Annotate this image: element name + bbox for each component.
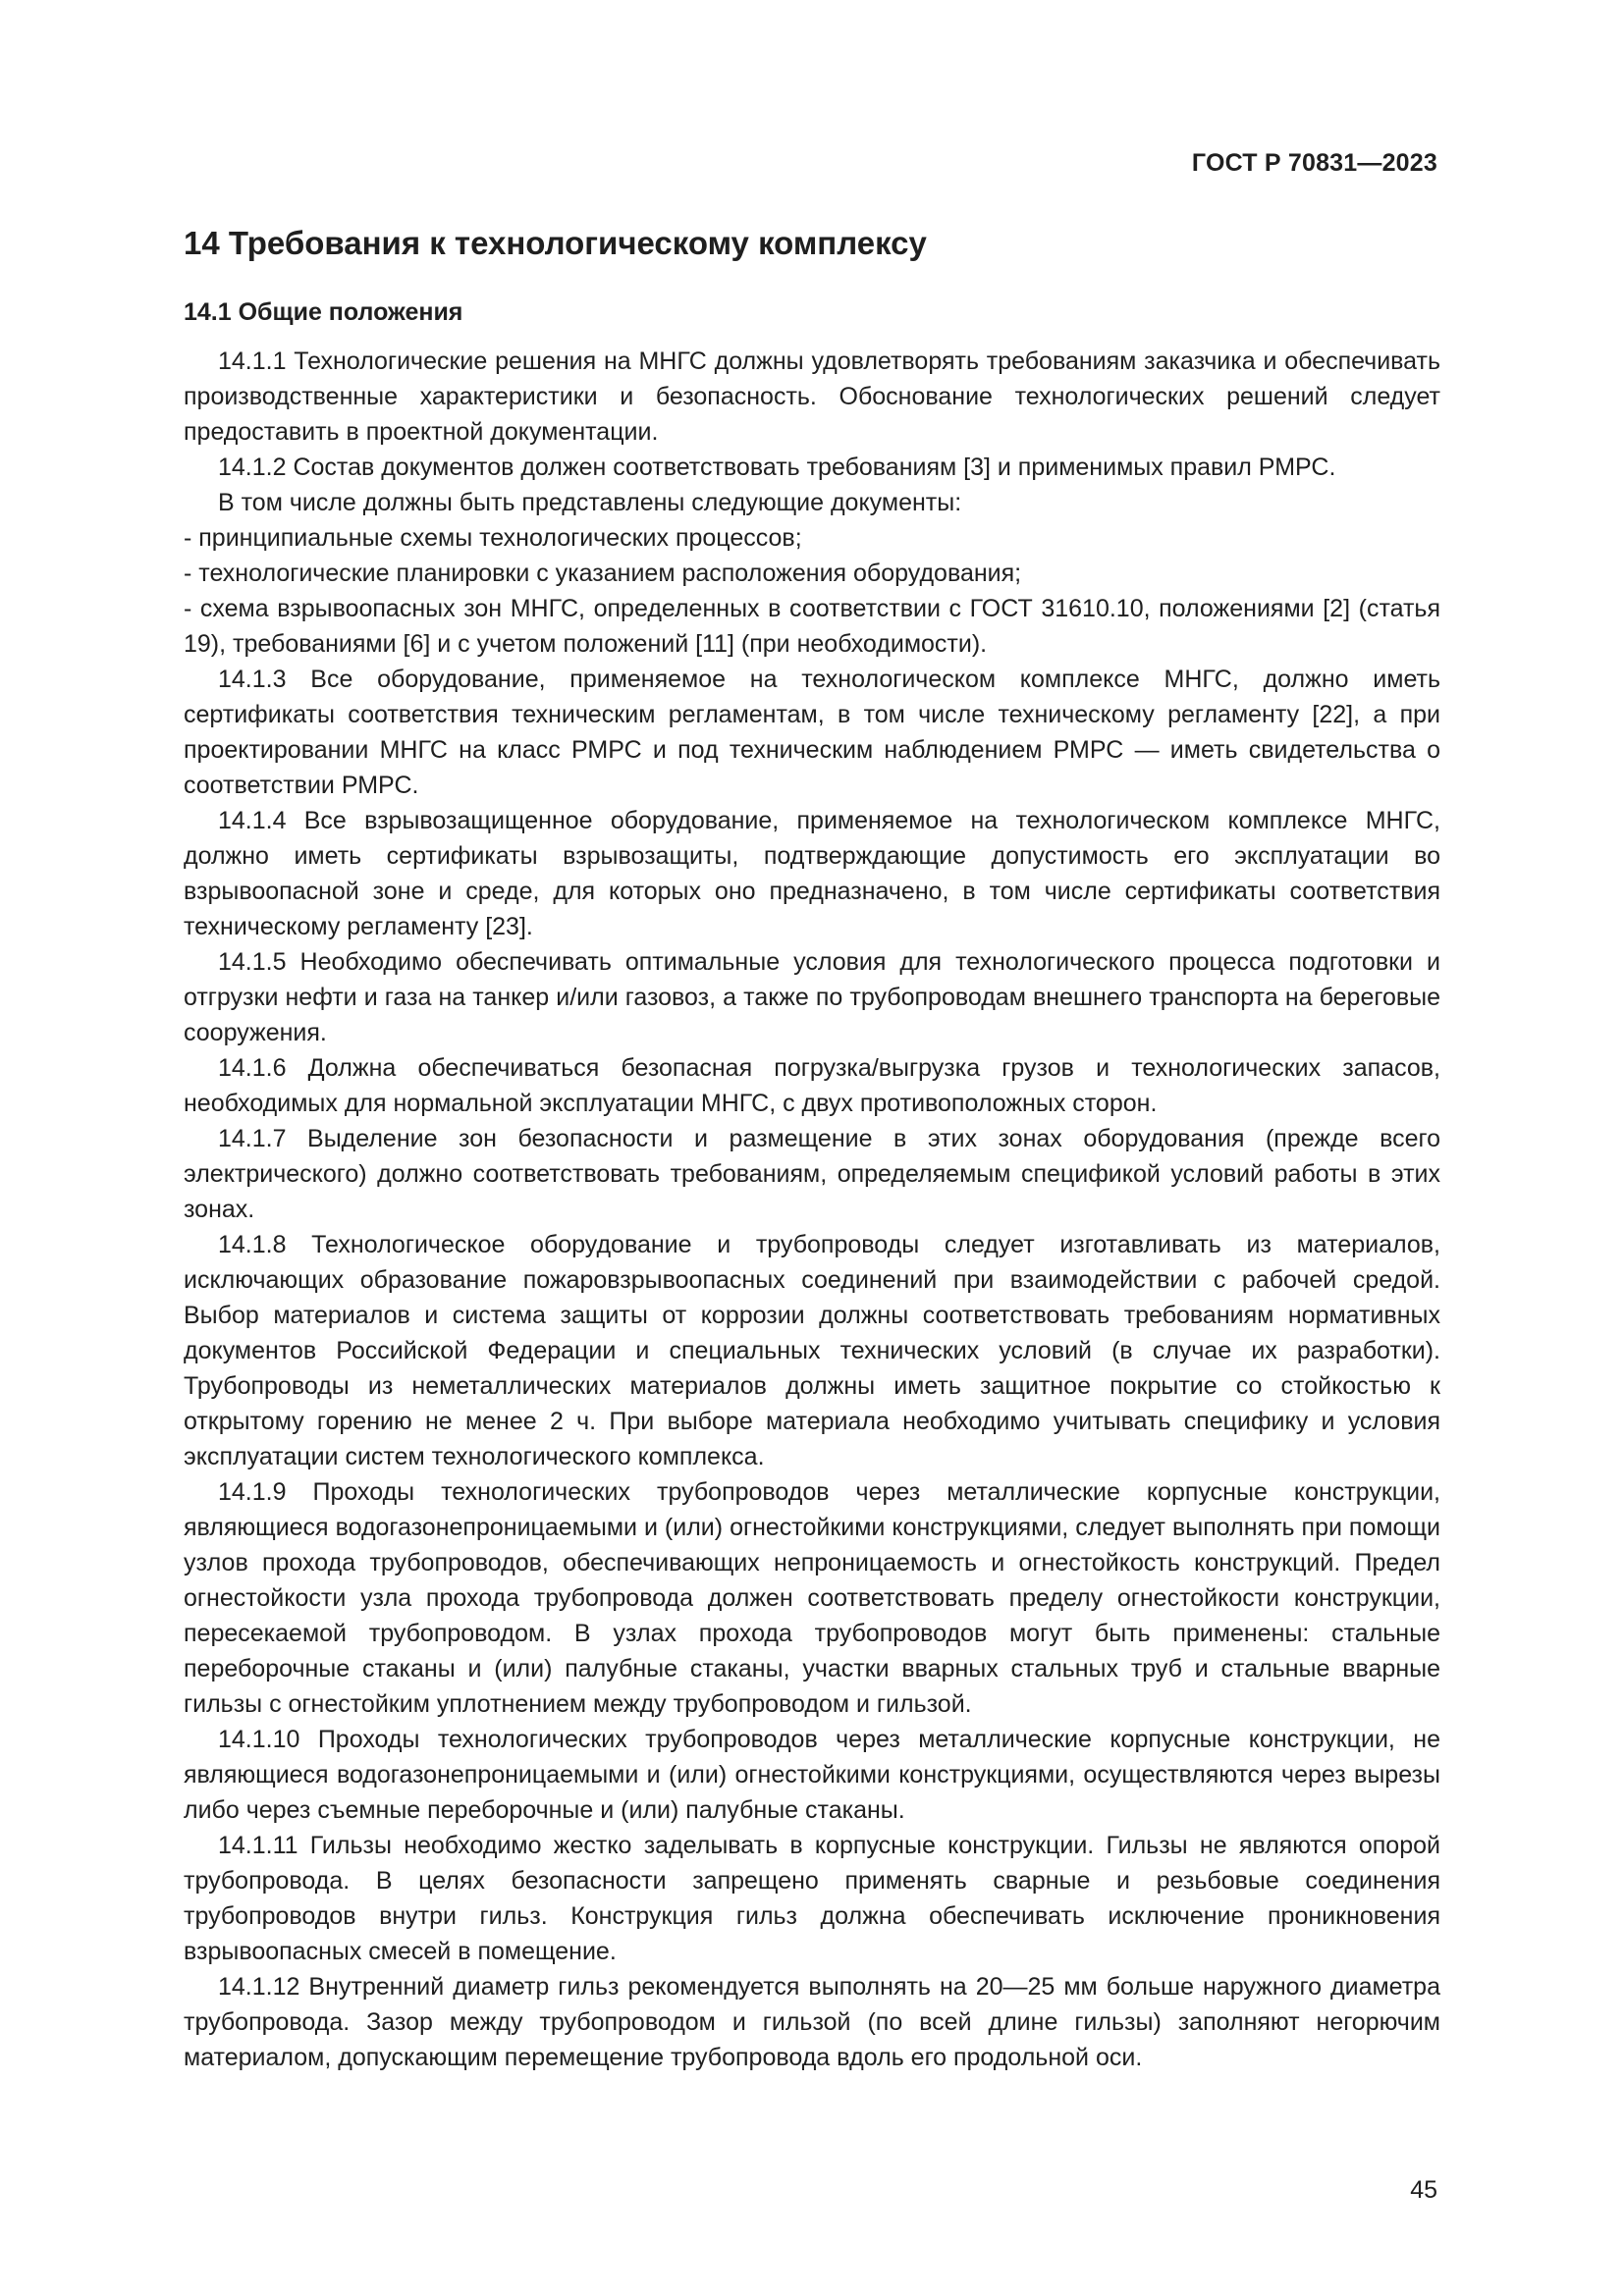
document-code-header: ГОСТ Р 70831—2023 xyxy=(1191,149,1437,177)
paragraph-14-1-1: 14.1.1 Технологические решения на МНГС должны удовлетворять требованиям заказчика и обеспечивать производственные характеристики и безопасность. Обоснование технологических решений следует предоставить в проектной документации. xyxy=(184,347,1440,446)
paragraph-14-1-10: 14.1.10 Проходы технологических трубопроводов через металлические корпусные конструкции, не являющиеся водогазонепроницаемыми и (или) огнестойкими конструкциями, осуществляются через вырезы либо через съемные переборочные и (или) палубные стаканы. xyxy=(184,1726,1440,1824)
paragraph-14-1-6: 14.1.6 Должна обеспечиваться безопасная погрузка/выгрузка грузов и технологических запасов, необходимых для нормальной эксплуатации МНГС, с двух противоположных сторон. xyxy=(184,1054,1440,1117)
paragraph-14-1-8: 14.1.8 Технологическое оборудование и трубопроводы следует изготавливать из материалов, исключающих образование пожаровзрывоопасных соединений при взаимодействии с рабочей средой. Выбор материалов и система защиты от коррозии должны соответствовать требованиям нормативных документов Российской Федерации и специальных технических условий (в случае их разработки). Трубопроводы из неметаллических материалов должны иметь защитное покрытие со стойкостью к открытому горению не менее 2 ч. При выборе материала необходимо учитывать специфику и условия эксплуатации систем технологического комплекса. xyxy=(184,1231,1440,1470)
list-item: - технологические планировки с указанием расположения оборудования; xyxy=(184,560,1022,587)
paragraph-14-1-2: 14.1.2 Состав документов должен соответствовать требованиям [3] и применимых правил РМРС. xyxy=(218,454,1336,481)
paragraph-14-1-7: 14.1.7 Выделение зон безопасности и размещение в этих зонах оборудования (прежде всего электрического) должно соответствовать требованиям, определяемым спецификой условий работы в этих зонах. xyxy=(184,1125,1440,1223)
page-content xyxy=(184,222,1440,2075)
paragraph-14-1-2-list-intro: В том числе должны быть представлены следующие документы: xyxy=(218,489,962,516)
paragraph-14-1-3: 14.1.3 Все оборудование, применяемое на технологическом комплексе МНГС, должно иметь сертификаты соответствия техническим регламентам, в том числе техническому регламенту [22], а при проектировании МНГС на класс РМРС и под техническим наблюдением РМРС — иметь свидетельства о соответствии РМРС. xyxy=(184,666,1440,799)
list-item: - схема взрывоопасных зон МНГС, определенных в соответствии с ГОСТ 31610.10, положениями [2] (статья 19), требованиями [6] и с учетом положений [11] (при необходимости). xyxy=(184,595,1440,658)
paragraph-14-1-9: 14.1.9 Проходы технологических трубопроводов через металлические корпусные конструкции, являющиеся водогазонепроницаемыми и (или) огнестойкими конструкциями, следует выполнять при помощи узлов прохода трубопроводов, обеспечивающих непроницаемость и огнестойкость конструкций. Предел огнестойкости узла прохода трубопровода должен соответствовать пределу огнестойкости конструкции, пересекаемой трубопроводом. В узлах прохода трубопроводов могут быть применены: стальные переборочные стаканы и (или) палубные стаканы, участки вварных стальных труб и стальные вварные гильзы с огнестойким уплотнением между трубопроводом и гильзой. xyxy=(184,1478,1440,1718)
subsection-title: 14.1 Общие положения xyxy=(184,298,463,326)
paragraph-14-1-5: 14.1.5 Необходимо обеспечивать оптимальные условия для технологического процесса подготовки и отгрузки нефти и газа на танкер и/или газовоз, а также по трубопроводам внешнего транспорта на береговые сооружения. xyxy=(184,948,1440,1046)
section-title: 14 Требования к технологическому комплексу xyxy=(184,225,927,261)
paragraph-14-1-4: 14.1.4 Все взрывозащищенное оборудование, применяемое на технологическом комплексе МНГС, должно иметь сертификаты взрывозащиты, подтверждающие допустимость его эксплуатации во взрывоопасной зоне и среде, для которых оно предназначено, в том числе сертификаты соответствия техническому регламенту [23]. xyxy=(184,807,1440,940)
document-list xyxy=(184,520,1440,662)
page-number: 45 xyxy=(1410,2176,1437,2204)
paragraph-14-1-12: 14.1.12 Внутренний диаметр гильз рекомендуется выполнять на 20—25 мм больше наружного диаметра трубопровода. Зазор между трубопроводом и гильзой (по всей длине гильзы) заполняют негорючим материалом, допускающим перемещение трубопровода вдоль его продольной оси. xyxy=(184,1973,1440,2071)
list-item: - принципиальные схемы технологических процессов; xyxy=(184,524,802,552)
paragraph-14-1-11: 14.1.11 Гильзы необходимо жестко заделывать в корпусные конструкции. Гильзы не являются опорой трубопровода. В целях безопасности запрещено применять сварные и резьбовые соединения трубопроводов внутри гильз. Конструкция гильз должна обеспечивать исключение проникновения взрывоопасных смесей в помещение. xyxy=(184,1832,1440,1965)
